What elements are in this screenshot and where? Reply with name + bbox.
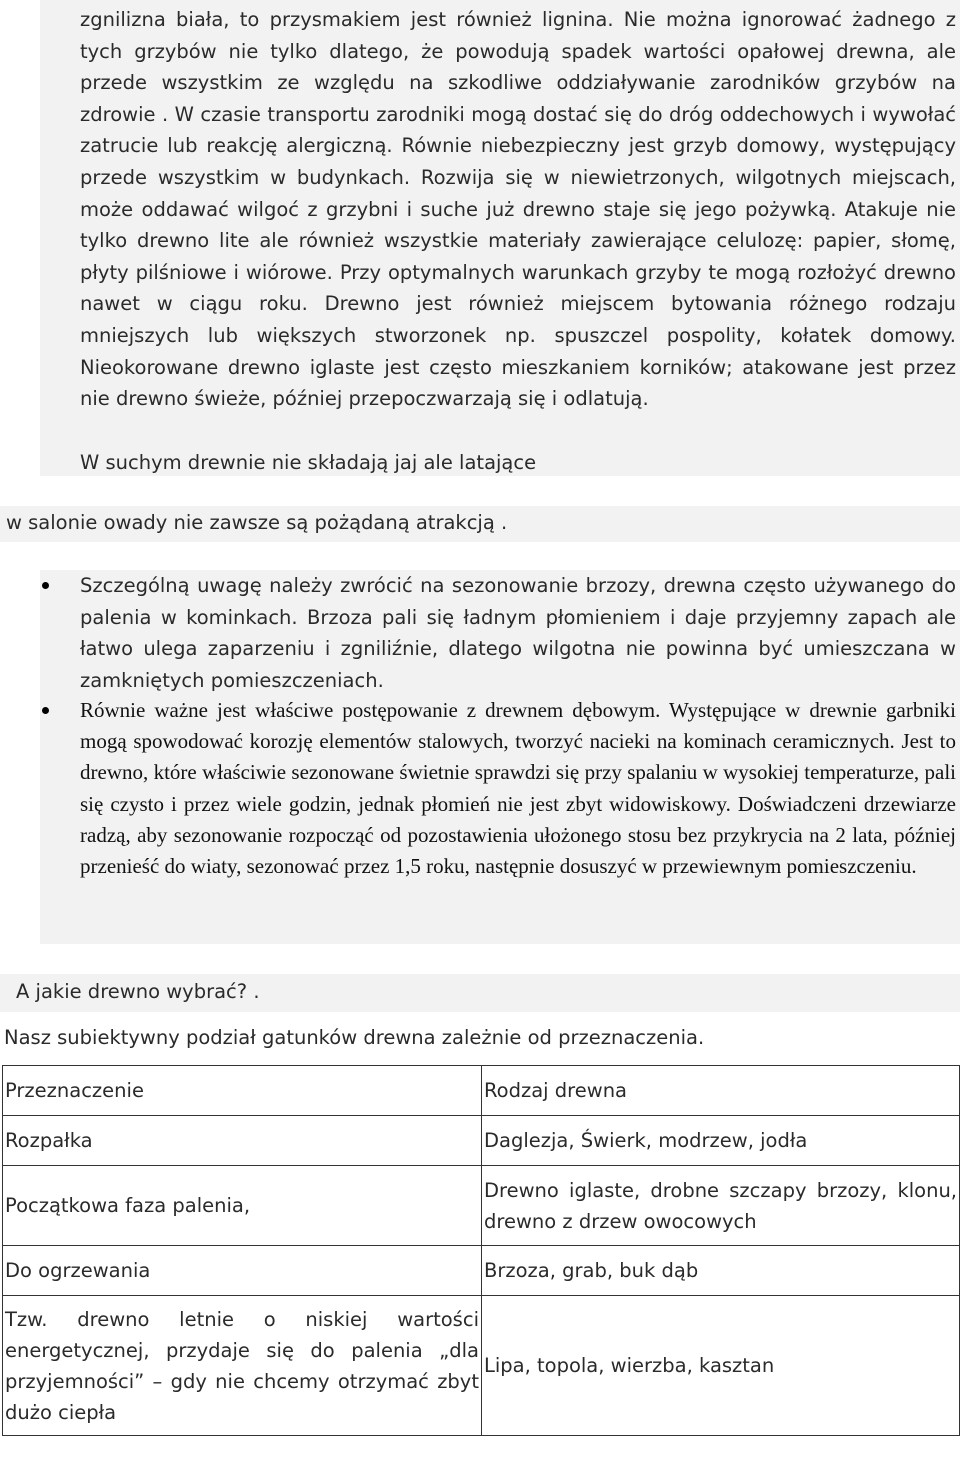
table-row: [3, 1296, 960, 1436]
bullet-oak: Równie ważne jest właściwe postępowanie z drewnem dębowym. Występujące w drewnie garbniki mogą spowodować korozję elementów stalowych, tworzyć nacieki na kominach ceramicznych. Jest to drewno, które właściwie sezonowane świetnie sprawdzi się przy spalaniu w wysokiej temperaturze, pali się czysto i przez wiele godzin, jednak płomień nie jest zbyt widowiskowy. Doświadczeni drzewiarze radzą, aby sezonowanie rozpocząć od pozostawienia ułożonego stosu bez przykrycia na 2 lata, później przenieść do wiaty, sezonować przez 1,5 roku, następnie dosuszyć w przewiewnym pomieszczeniu.: [80, 698, 956, 879]
cell-wood: Lipa, topola, wierzba, kasztan: [482, 1296, 960, 1436]
wood-table: [2, 1065, 960, 1436]
header-purpose: Przeznaczenie: [3, 1066, 482, 1116]
cell-wood: Drewno iglaste, drobne szczapy brzozy, klonu, drewno z drzew owocowych: [482, 1166, 960, 1246]
table-row: [3, 1166, 960, 1246]
cell-purpose: Początkowa faza palenia,: [3, 1166, 482, 1246]
header-wood-type: Rodzaj drewna: [482, 1066, 960, 1116]
cell-purpose: Tzw. drewno letnie o niskiej wartości energetycznej, przydaje się do palenia „dla przyjemności” – gdy nie chcemy otrzymać zbyt dużo ciepła: [3, 1296, 482, 1436]
paragraph-fungi-last-line: W suchym drewnie nie składają jaj ale latające: [80, 451, 537, 474]
cell-wood: Daglezja, Świerk, modrzew, jodła: [482, 1116, 960, 1166]
table-header-row: [3, 1066, 960, 1116]
bullet-birch: Szczególną uwagę należy zwrócić na sezonowanie brzozy, drewna często używanego do palenia w kominkach. Brzoza pali się ładnym płomieniem i daje przyjemny zapach ale łatwo ulega zaparzeniu i zgniliźnie, dlatego wilgotna nie powinna być umieszczana w zamkniętych pomieszczeniach.: [80, 574, 956, 692]
table-row: [3, 1246, 960, 1296]
cell-purpose: Do ogrzewania: [3, 1246, 482, 1296]
bullet-dot-1: [42, 582, 49, 589]
bullet-dot-2: [42, 707, 49, 714]
question-heading: A jakie drewno wybrać? .: [16, 980, 260, 1003]
salon-line: w salonie owady nie zawsze są pożądaną atrakcją .: [6, 511, 508, 534]
cell-wood: Brzoza, grab, buk dąb: [482, 1246, 960, 1296]
cell-purpose: Rozpałka: [3, 1116, 482, 1166]
table-intro: Nasz subiektywny podział gatunków drewna zależnie od przeznaczenia.: [4, 1026, 705, 1049]
table-row: [3, 1116, 960, 1166]
paragraph-fungi: zgnilizna biała, to przysmakiem jest również lignina. Nie można ignorować żadnego z tych grzybów nie tylko dlatego, że powodują spadek wartości opałowej drewna, ale przede wszystkim ze względu na szkodliwe oddziaływanie zarodników grzybów na zdrowie . W czasie transportu zarodniki mogą dostać się do dróg oddechowych i wywołać zatrucie lub reakcję alergiczną. Równie niebezpieczny jest grzyb domowy, występujący przede wszystkim w budynkach. Rozwija się w niewietrzonych, wilgotnych miejscach, może oddawać wilgoć z grzybni i suche już drewno staje się jego pożywką. Atakuje nie tylko drewno lite ale również wszystkie materiały zawierające celulozę: papier, słomę, płyty pilśniowe i wiórowe. Przy optymalnych warunkach grzyby te mogą rozłożyć drewno nawet w ciągu roku. Drewno jest również miejscem bytowania różnego rodzaju mniejszych lub większych stworzonek np. spuszczel pospolity, kołatek domowy. Nieokorowane drewno iglaste jest często mieszkaniem korników; atakowane jest przez nie drewno świeże, później przepoczwarzają się i odlatują.: [80, 8, 956, 411]
